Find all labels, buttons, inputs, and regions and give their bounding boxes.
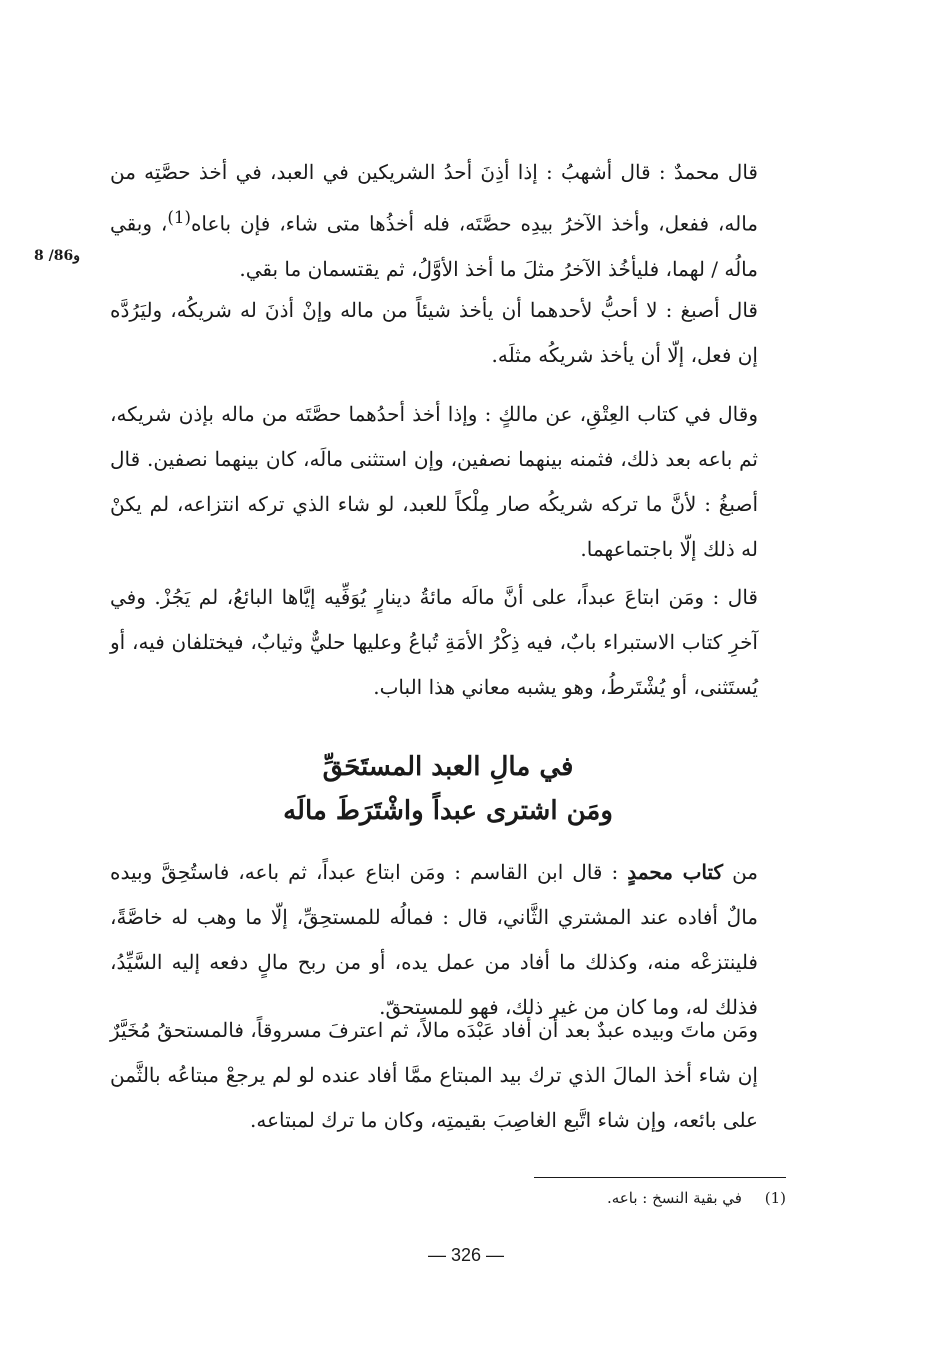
paragraph-1-text: قال محمدٌ : قال أشهبُ : إذا أذِنَ أحدُ الشريكين في العبد، في أخذ حصَّتِه من ماله، ففعل، وأخذ الآخرُ بيدِه حصَّتَه، فله أخذُها متى شاء، فإن باعاه [110, 160, 758, 236]
paragraph-5-lead: من [732, 860, 758, 884]
heading-line-1: في مالِ العبد المستَحَقِّ [322, 752, 574, 782]
paragraph-6 [110, 1008, 786, 1143]
paragraph-3 [110, 392, 786, 572]
page-number: — 326 — [427, 1245, 505, 1265]
footnote-number: (1) [764, 1189, 786, 1207]
footnote-reference[interactable]: (1) [167, 208, 191, 227]
heading-line-2: ومَن اشترى عبداً واشْتَرَطَ مالَه [283, 796, 613, 826]
paragraph-2 [110, 288, 786, 378]
paragraph-1 [110, 150, 786, 292]
footnote-text: في بقية النسخ : باعه. [606, 1189, 742, 1207]
paragraph-3-text: وقال في كتاب العِتْقِ، عن مالكٍ : وإذا أخذ أحدُهما حصَّتَه من ماله بإذن شريكه، ثم باعه بعد ذلك، فثمنه بينهما نصفين، وإن استثنى مالَه، كان بينهما نصفين. قال أصبغُ : لأنَّ ما تركه شريكُه صار مِلْكاً للعبد، لو شاء الذي تركه انتزاعه، لم يكنْ له ذلك إلّا باجتماعهما. [110, 402, 758, 561]
footnote [400, 1186, 786, 1210]
paragraph-4-text: قال : ومَن ابتاعَ عبداً، على أنَّ مالَه مائةُ دينارٍ يُوَفِّيه إيَّاها البائعُ، لم يَجُزْ. وفي آخرِ كتاب الاستبراء بابٌ، فيه ذِكْرُ الأمَةِ تُباعُ وعليها حليٌّ وثيابٌ، فيختلفان فيه، أو يُستَثنى، أو يُشْتَرطُ، وهو يشبه معاني هذا الباب. [110, 585, 758, 699]
paragraph-5 [110, 850, 786, 1030]
margin-folio-note: 8 /86و [34, 248, 80, 264]
paragraph-2-text: قال أصبغ : لا أحبُّ لأحدهما أن يأخذ شيئاً من ماله وإنْ أذنَ له شريكُه، وليَرُدَّه إن فعل، إلّا أن يأخذ شريكُه مثلَه. [110, 298, 758, 367]
paragraph-1-end: ، وبقي مالُه / لهما، فليأخُذ الآخرُ مثلَ ما أخذ الأوَّلُ، ثم يقتسمان ما بقي. [110, 211, 758, 281]
paragraph-5-text: : قال ابن القاسم : ومَن ابتاع عبداً، ثم باعه، فاستُحِقَّ وبيده مالٌ أفاده عند المشتري الثَّاني، قال : فمالُه للمستحِقِّ، إلّا ما وهب له خاصَّةً، فلينتزعْه منه، وكذلك ما أفاد من عمل يده، أو من ربح مالٍ دفعه إليه السَّيِّدُ، فذلك له، وما كان من غير ذلك، فهو للمستحقّ. [110, 860, 758, 1019]
paragraph-6-text: ومَن ماتَ وبيده عبدٌ بعد أن أفاد عَبْدَه مالاً، ثم اعترفَ مسروقاً، فالمستحقُ مُخَيَّرٌ إن شاء أخذ المالَ الذي ترك بيد المبتاع ممَّا أفاد عنده لو لم يرجعْ مبتاعُه بالثَّمن على بائعه، وإن شاء اتَّبع الغاصِبَ بقيمتِه، وكان ما ترك لمبتاعه. [110, 1018, 758, 1132]
book-reference: كتاب محمدٍ [627, 860, 724, 884]
paragraph-4 [110, 575, 786, 710]
section-heading [110, 745, 786, 833]
footnote-divider [534, 1177, 786, 1178]
